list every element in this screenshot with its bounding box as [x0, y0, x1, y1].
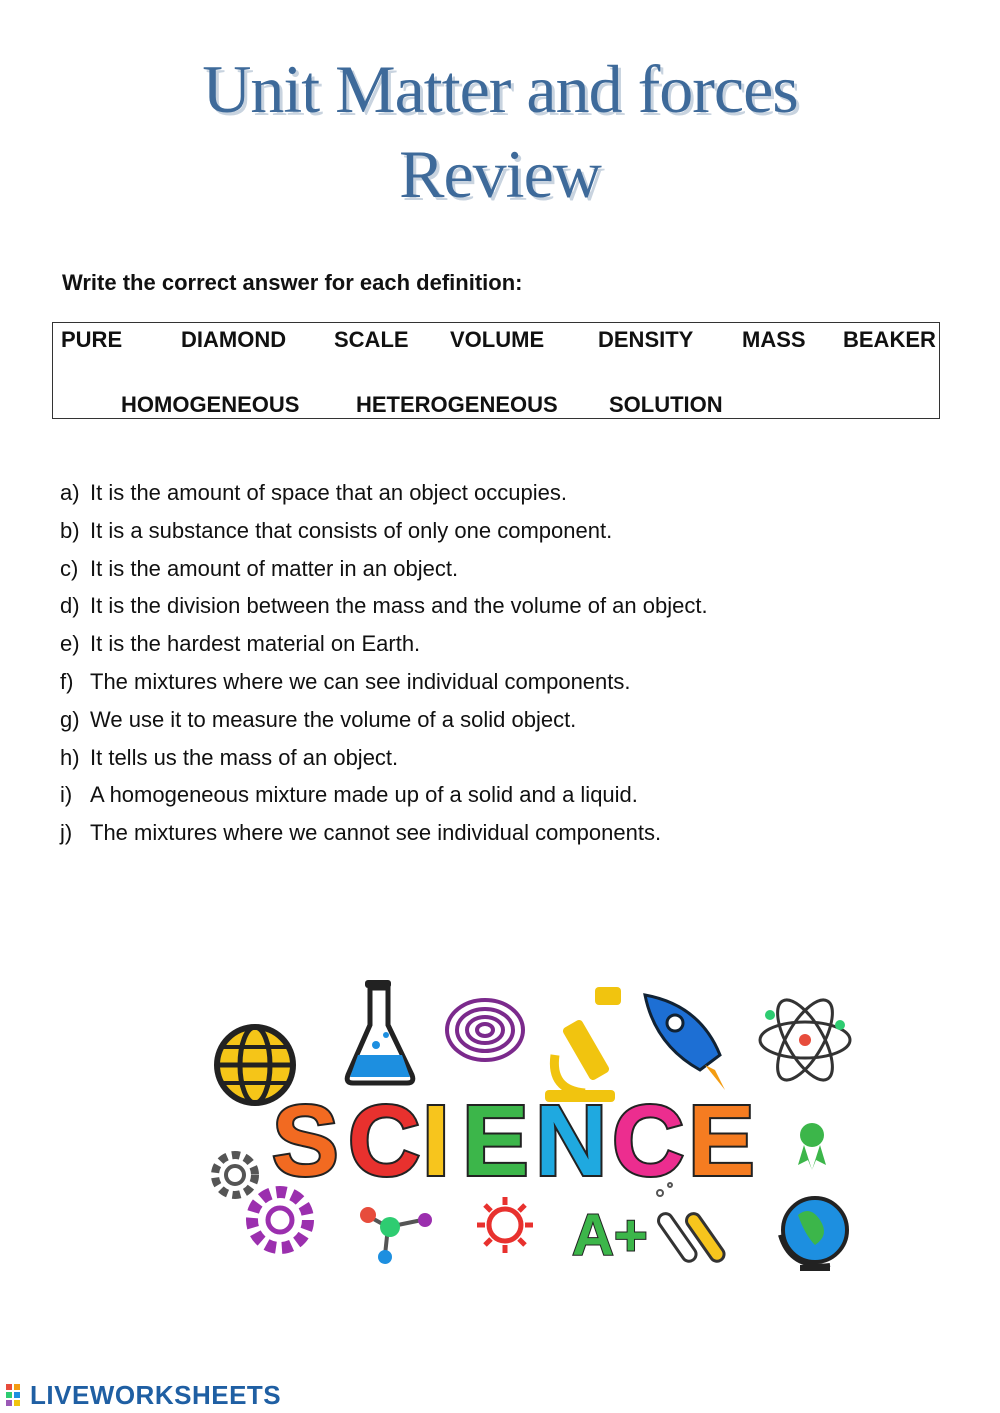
molecule-icon [360, 1207, 432, 1264]
word-bank-item: VOLUME [450, 327, 545, 352]
rocket-icon [645, 995, 725, 1090]
science-letter: C [612, 1085, 685, 1197]
definition-item [60, 818, 708, 856]
definition-text: The mixtures where we cannot see individual components. [90, 820, 662, 846]
atom-icon [760, 992, 850, 1088]
page-subtitle: Review [399, 136, 601, 212]
definition-item [60, 591, 708, 629]
definition-text: A homogeneous mixture made up of a solid and a liquid. [90, 782, 638, 808]
definition-letter: j) [60, 820, 73, 846]
science-illustration [200, 965, 860, 1280]
word-bank-item: DENSITY [598, 327, 694, 352]
word-bank-item: PURE [61, 327, 123, 352]
definition-text: It is the amount of matter in an object. [90, 555, 459, 581]
definition-text: It is the division between the mass and the volume of an object. [90, 593, 708, 619]
definition-text: It tells us the mass of an object. [90, 744, 399, 770]
word-bank-item: SOLUTION [609, 392, 723, 417]
definition-letter: g) [60, 706, 80, 732]
word-bank-item: MASS [742, 327, 806, 352]
desk-globe-icon [780, 1198, 847, 1271]
definition-item [60, 516, 708, 554]
word-bank-item: SCALE [334, 327, 409, 352]
science-letter: C [348, 1085, 421, 1197]
brand-name: LIVEWORKSHEETS [30, 1380, 282, 1410]
definition-letter: i) [60, 782, 73, 808]
word-bank-item: BEAKER [843, 327, 936, 352]
sun-icon [477, 1197, 533, 1253]
science-letter: I [422, 1085, 450, 1197]
definition-item [60, 554, 708, 592]
definitions-list [60, 478, 708, 856]
definition-item [60, 705, 708, 743]
definition-letter: b) [60, 517, 80, 543]
ribbon-icon [798, 1123, 826, 1170]
definition-item [60, 780, 708, 818]
word-bank-item: DIAMOND [181, 327, 287, 352]
definition-letter: c) [60, 555, 79, 581]
footer-brand [6, 1380, 281, 1411]
gear-icon [252, 1192, 308, 1248]
science-letter: N [535, 1085, 608, 1197]
instruction-text: Write the correct answer for each definition: [62, 270, 523, 295]
definition-text: We use it to measure the volume of a solid object. [90, 706, 577, 732]
definition-letter: d) [60, 593, 80, 619]
definition-item [60, 478, 708, 516]
definition-letter: f) [60, 668, 74, 694]
definition-text: It is the hardest material on Earth. [90, 631, 421, 657]
definition-letter: h) [60, 744, 80, 770]
definition-item [60, 667, 708, 705]
definition-text: It is the amount of space that an object occupies. [90, 480, 567, 505]
definition-letter: a) [60, 480, 80, 505]
science-letter: E [688, 1085, 755, 1197]
science-letter: E [462, 1085, 529, 1197]
word-bank-item: HOMOGENEOUS [121, 392, 300, 417]
grade-badge: A+ [572, 1203, 648, 1268]
gear-icon [215, 1155, 255, 1195]
science-letter: S [272, 1085, 339, 1197]
word-bank [52, 322, 940, 419]
definition-text: The mixtures where we can see individual components. [90, 668, 631, 694]
definition-item [60, 743, 708, 781]
word-bank-item: HETEROGENEOUS [356, 392, 558, 417]
flask-icon [347, 980, 413, 1083]
definition-letter: e) [60, 631, 80, 657]
page-title: Unit Matter and forces [202, 51, 798, 127]
definition-text: It is a substance that consists of only one component. [90, 517, 613, 543]
fingerprint-icon [447, 1000, 523, 1060]
science-word [272, 1085, 755, 1197]
brand-logo-icon [6, 1384, 28, 1408]
definition-item [60, 629, 708, 667]
